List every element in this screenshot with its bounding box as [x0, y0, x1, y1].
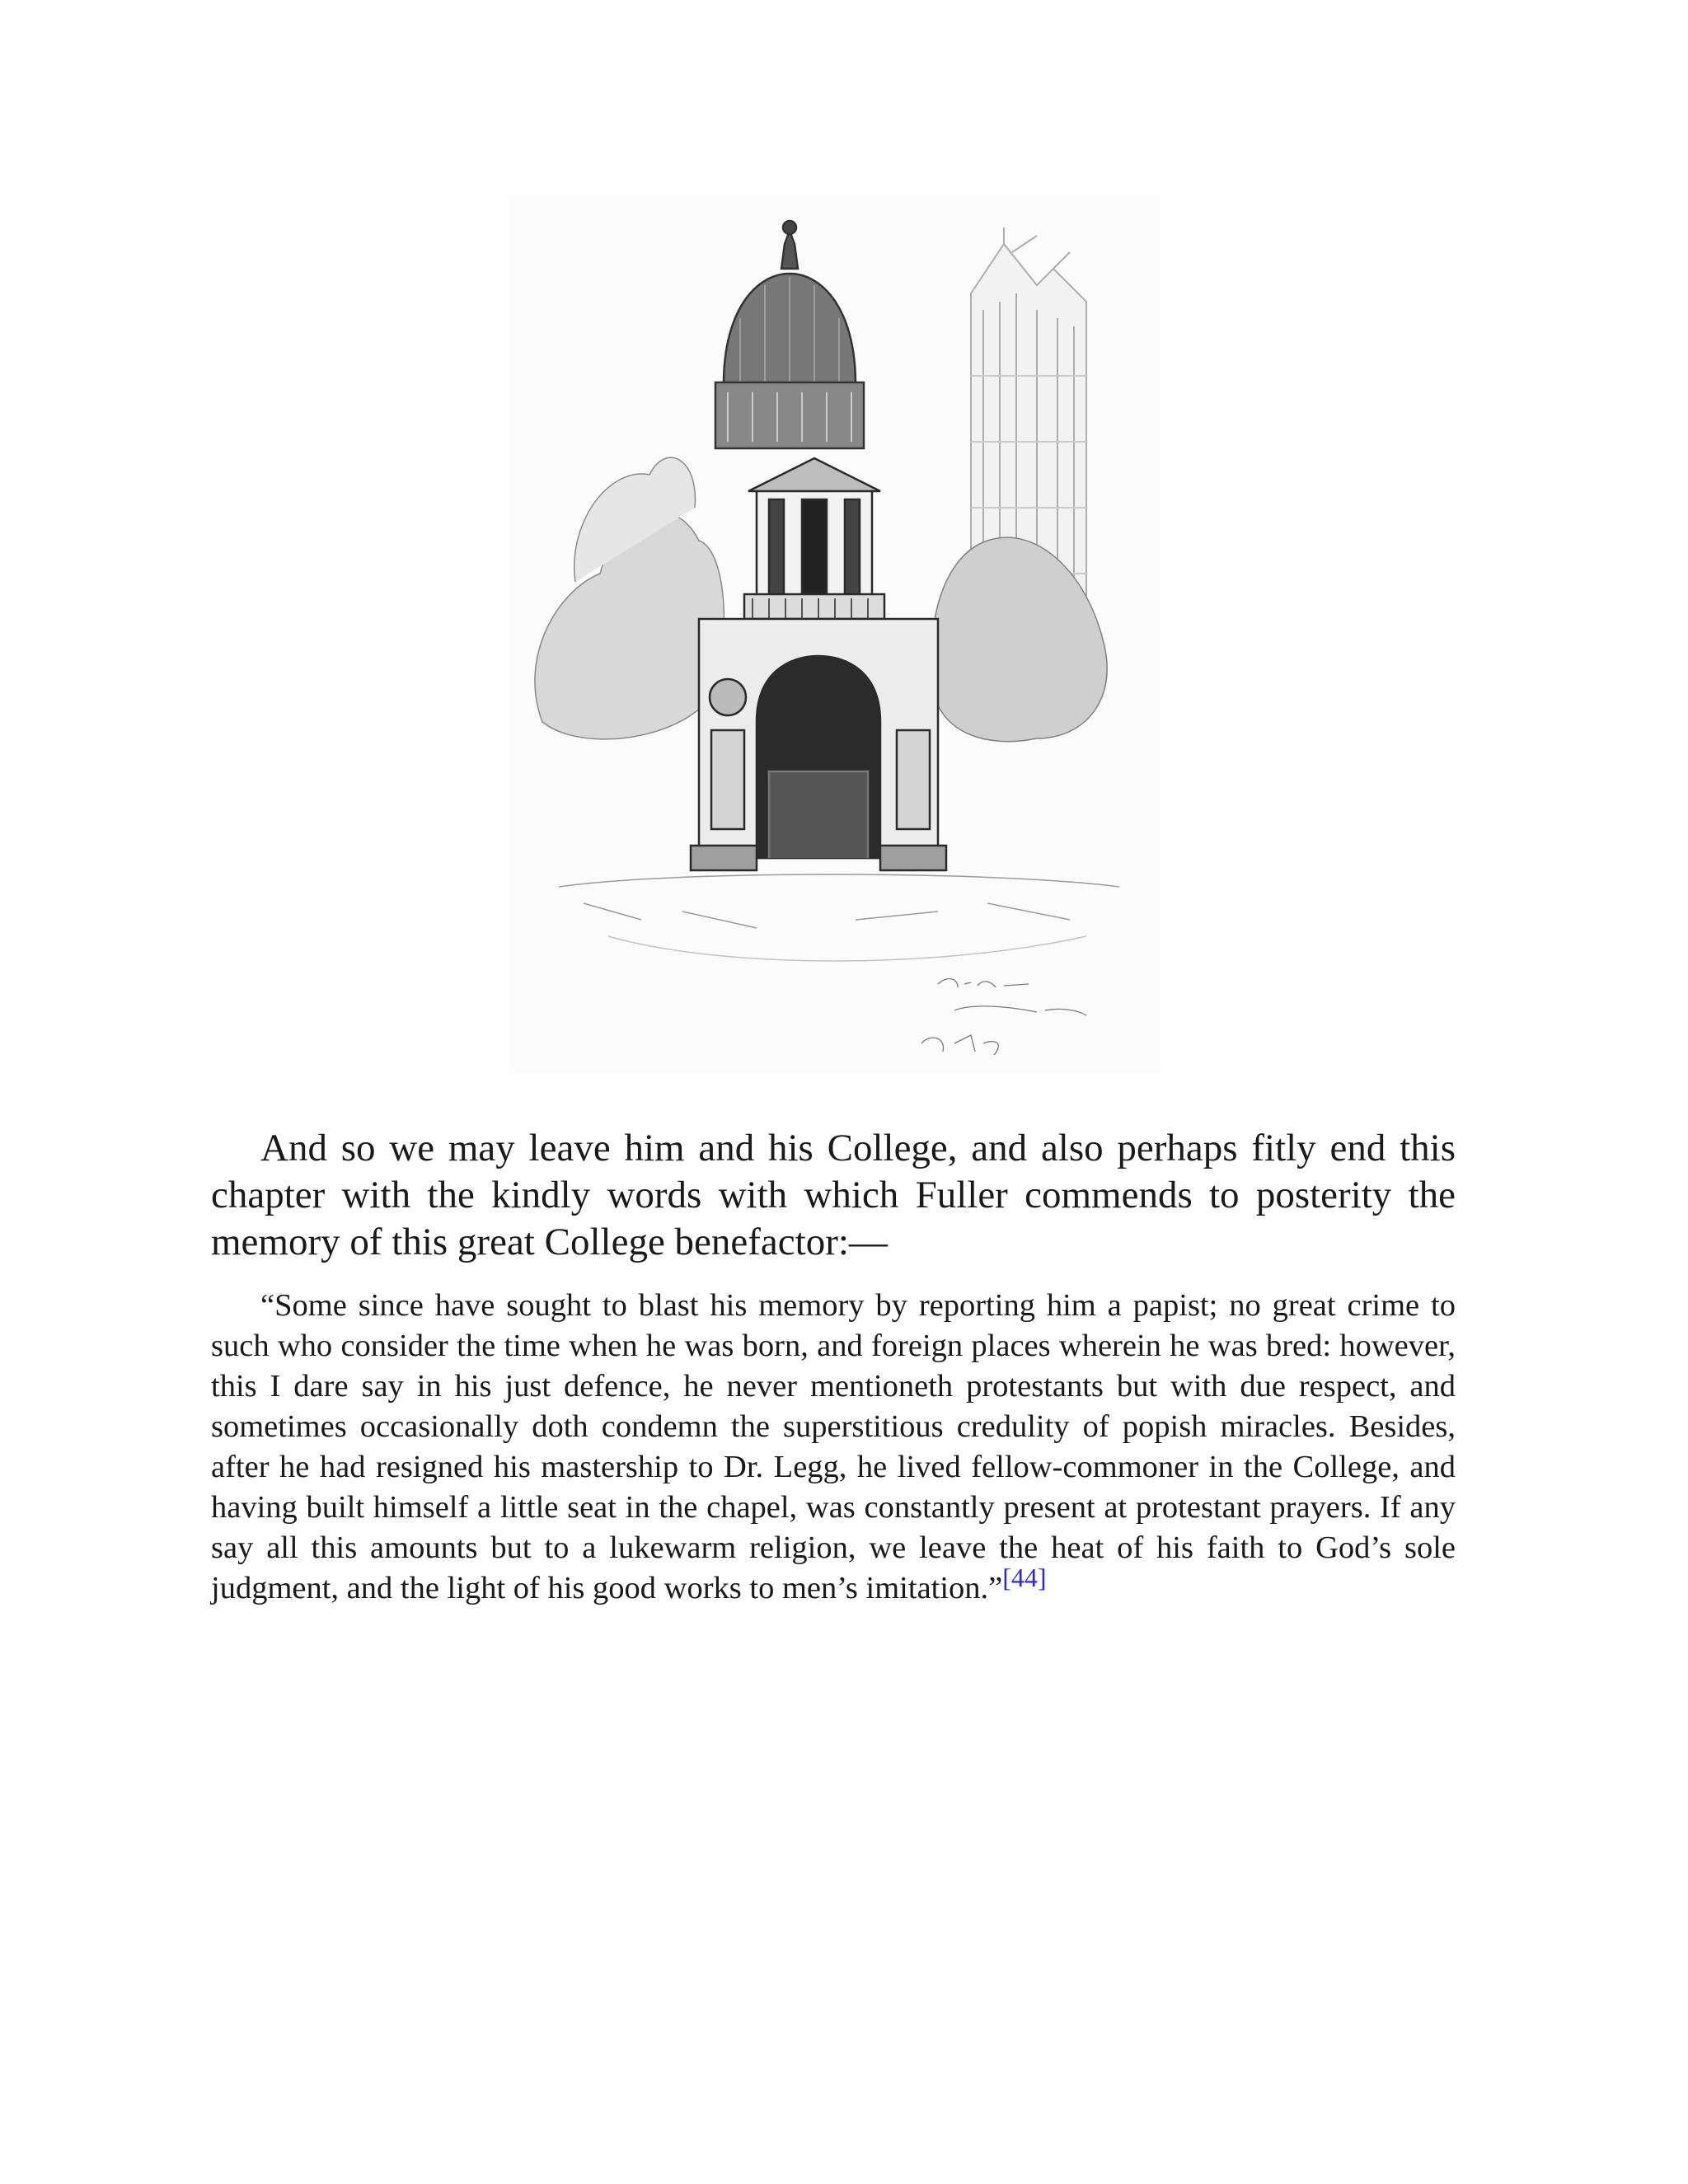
footnote-link[interactable]: [44]	[1002, 1563, 1047, 1593]
college-gate-illustration	[509, 194, 1160, 1073]
college-gate-engraving-icon	[509, 194, 1160, 1073]
body-paragraph: And so we may leave him and his College, and also perhaps fitly end this chapter with the kindly words with which Fuller commends to posterity the memory of this great College benefactor:—	[211, 1127, 1456, 1263]
quotation-paragraph	[211, 1286, 1456, 1609]
quotation-text: “Some since have sought to blast his memory by reporting him a papist; no great crime to such who consider the time when he was born, and foreign places wherein he was bred: however, this I dare say in his just defence, he never mentioneth protestants but with due respect, and sometimes occasionally doth condemn the superstitious credulity of popish miracles. Besides, after he had resigned his mastership to Dr. Legg, he lived fellow-commoner in the College, and having built himself a little seat in the chapel, was constantly present at protestant prayers. If any say all this amounts but to a lukewarm religion, we leave the heat of his faith to God’s sole judgment, and the light of his good works to men’s imitation.”	[211, 1288, 1456, 1605]
